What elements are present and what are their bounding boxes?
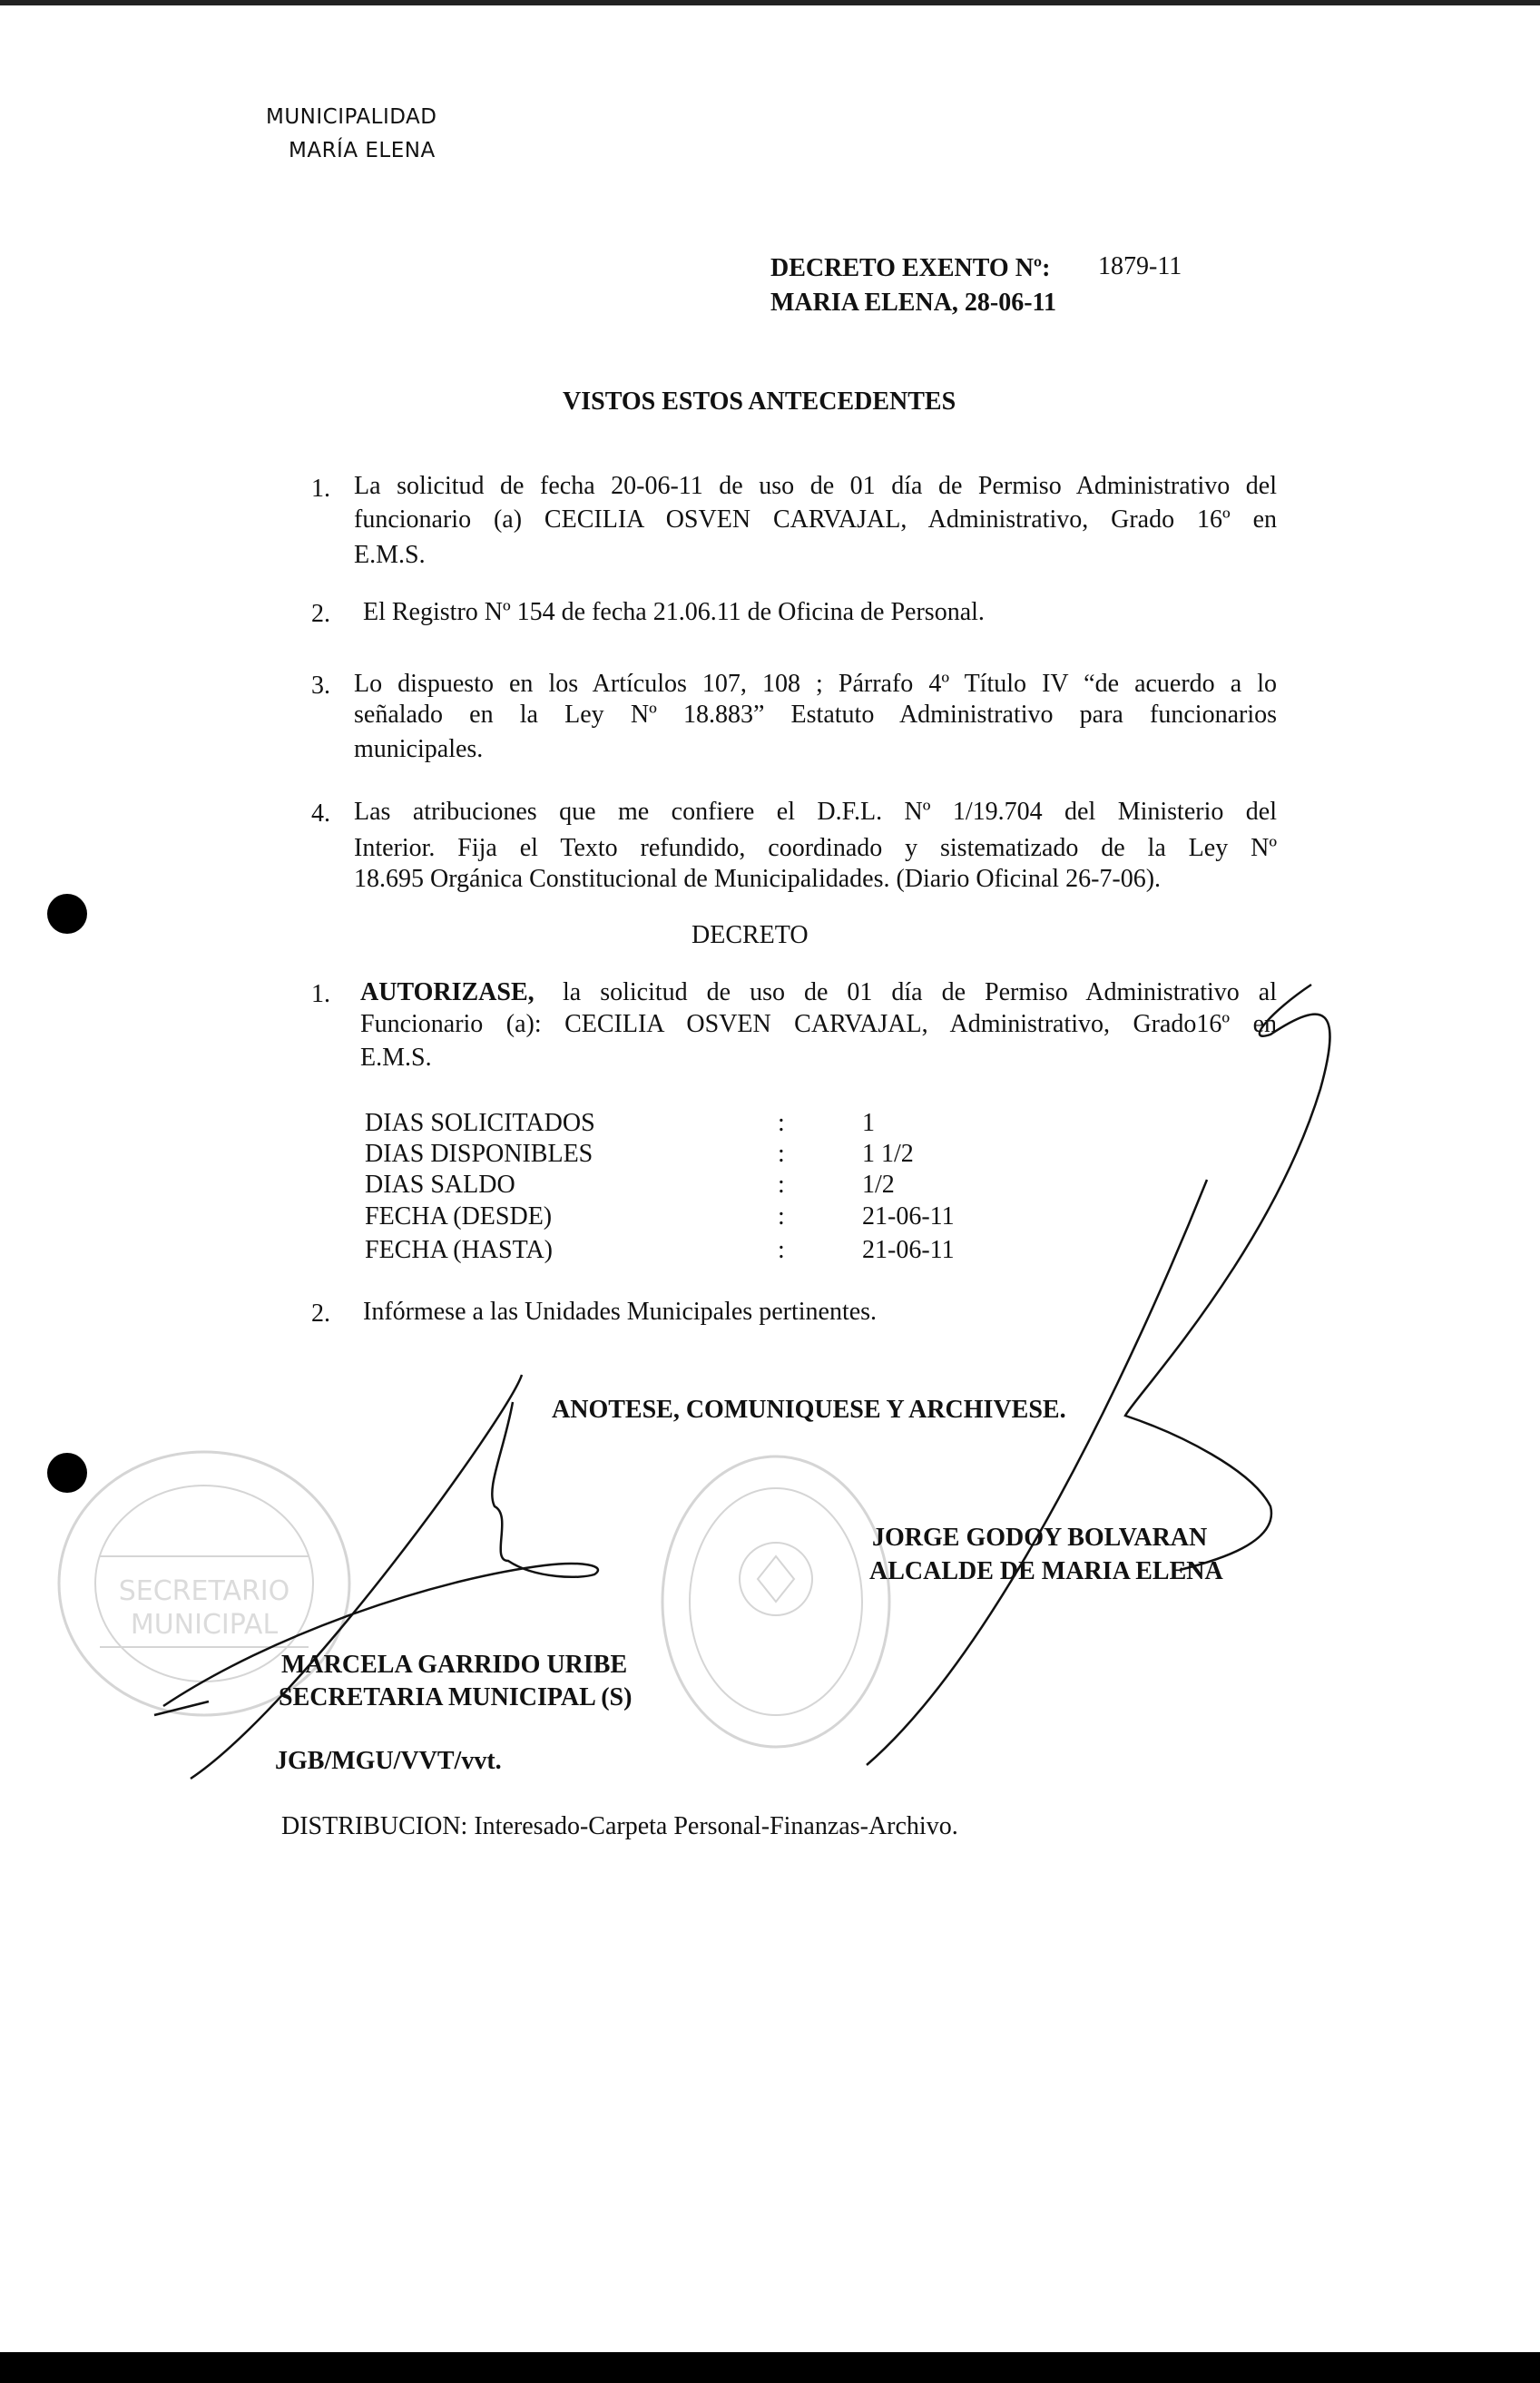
- stamp-text: MUNICIPAL: [130, 1609, 279, 1641]
- mayor-title: ALCALDE DE MARIA ELENA: [869, 1557, 1223, 1585]
- row-value: 21-06-11: [862, 1236, 955, 1264]
- org-name-line1: MUNICIPALIDAD: [266, 105, 437, 129]
- row-value: 1 1/2: [862, 1140, 914, 1168]
- item-line: Infórmese a las Unidades Municipales pertinentes.: [363, 1298, 878, 1326]
- row-separator: :: [778, 1109, 785, 1137]
- stamp-text: SECRETARIO: [118, 1575, 290, 1607]
- row-separator: :: [778, 1171, 785, 1199]
- item-number: 2.: [311, 600, 330, 628]
- decree-place-date: MARIA ELENA, 28-06-11: [770, 289, 1057, 317]
- initials: JGB/MGU/VVT/vvt.: [275, 1747, 502, 1775]
- item-line: La solicitud de fecha 20-06-11 de uso de 01 día de Permiso Administrativo del: [354, 472, 1277, 500]
- item-line: Lo dispuesto en los Artículos 107, 108 ; Párrafo 4º Título IV “de acuerdo a lo: [354, 670, 1277, 698]
- mayor-stamp: [662, 1456, 889, 1747]
- item-number: 1.: [311, 475, 330, 503]
- authorize-keyword: AUTORIZASE,: [360, 978, 535, 1006]
- row-value: 21-06-11: [862, 1202, 955, 1231]
- item-number: 3.: [311, 672, 330, 700]
- item-line: E.M.S.: [354, 541, 426, 569]
- item-number: 1.: [311, 980, 330, 1008]
- row-label: DIAS SALDO: [365, 1171, 515, 1199]
- item-line: funcionario (a) CECILIA OSVEN CARVAJAL, Administrativo, Grado 16º en: [354, 505, 1277, 534]
- item-line: la solicitud de uso de 01 día de Permiso Administrativo al: [563, 978, 1277, 1006]
- row-value: 1/2: [862, 1171, 895, 1199]
- org-name-line2: MARÍA ELENA: [289, 139, 436, 162]
- row-label: DIAS SOLICITADOS: [365, 1109, 595, 1137]
- row-separator: :: [778, 1236, 785, 1264]
- row-label: DIAS DISPONIBLES: [365, 1140, 593, 1168]
- row-separator: :: [778, 1202, 785, 1231]
- mayor-signature: [867, 985, 1330, 1765]
- item-line: Las atribuciones que me confiere el D.F.L. Nº 1/19.704 del Ministerio del: [354, 798, 1277, 826]
- item-number: 4.: [311, 799, 330, 828]
- row-label: FECHA (HASTA): [365, 1236, 553, 1264]
- item-number: 2.: [311, 1299, 330, 1328]
- row-value: 1: [862, 1109, 875, 1137]
- decree-number: 1879-11: [1098, 252, 1182, 280]
- decree-number-label: DECRETO EXENTO Nº:: [770, 254, 1051, 282]
- item-line: municipales.: [354, 735, 484, 763]
- item-line: E.M.S.: [360, 1044, 432, 1072]
- item-line: Funcionario (a): CECILIA OSVEN CARVAJAL, Administrativo, Grado16º en: [360, 1010, 1277, 1038]
- closing-formula: ANOTESE, COMUNIQUESE Y ARCHIVESE.: [552, 1396, 1066, 1424]
- row-separator: :: [778, 1140, 785, 1168]
- mayor-name: JORGE GODOY BOLVARAN: [872, 1524, 1208, 1552]
- item-line: 18.695 Orgánica Constitucional de Municipalidades. (Diario Oficinal 26-7-06).: [354, 865, 1162, 893]
- decreto-heading: DECRETO: [692, 921, 809, 949]
- vistos-heading: VISTOS ESTOS ANTECEDENTES: [563, 387, 956, 416]
- distribution-list: DISTRIBUCION: Interesado-Carpeta Personal-Finanzas-Archivo.: [281, 1812, 958, 1840]
- item-line: señalado en la Ley Nº 18.883” Estatuto Administrativo para funcionarios: [354, 701, 1277, 729]
- item-line: El Registro Nº 154 de fecha 21.06.11 de Oficina de Personal.: [363, 598, 985, 626]
- secretary-title: SECRETARIA MUNICIPAL (S): [279, 1683, 633, 1711]
- row-label: FECHA (DESDE): [365, 1202, 553, 1231]
- item-line: Interior. Fija el Texto refundido, coordinado y sistematizado de la Ley Nº: [354, 834, 1277, 862]
- secretary-name: MARCELA GARRIDO URIBE: [281, 1651, 628, 1679]
